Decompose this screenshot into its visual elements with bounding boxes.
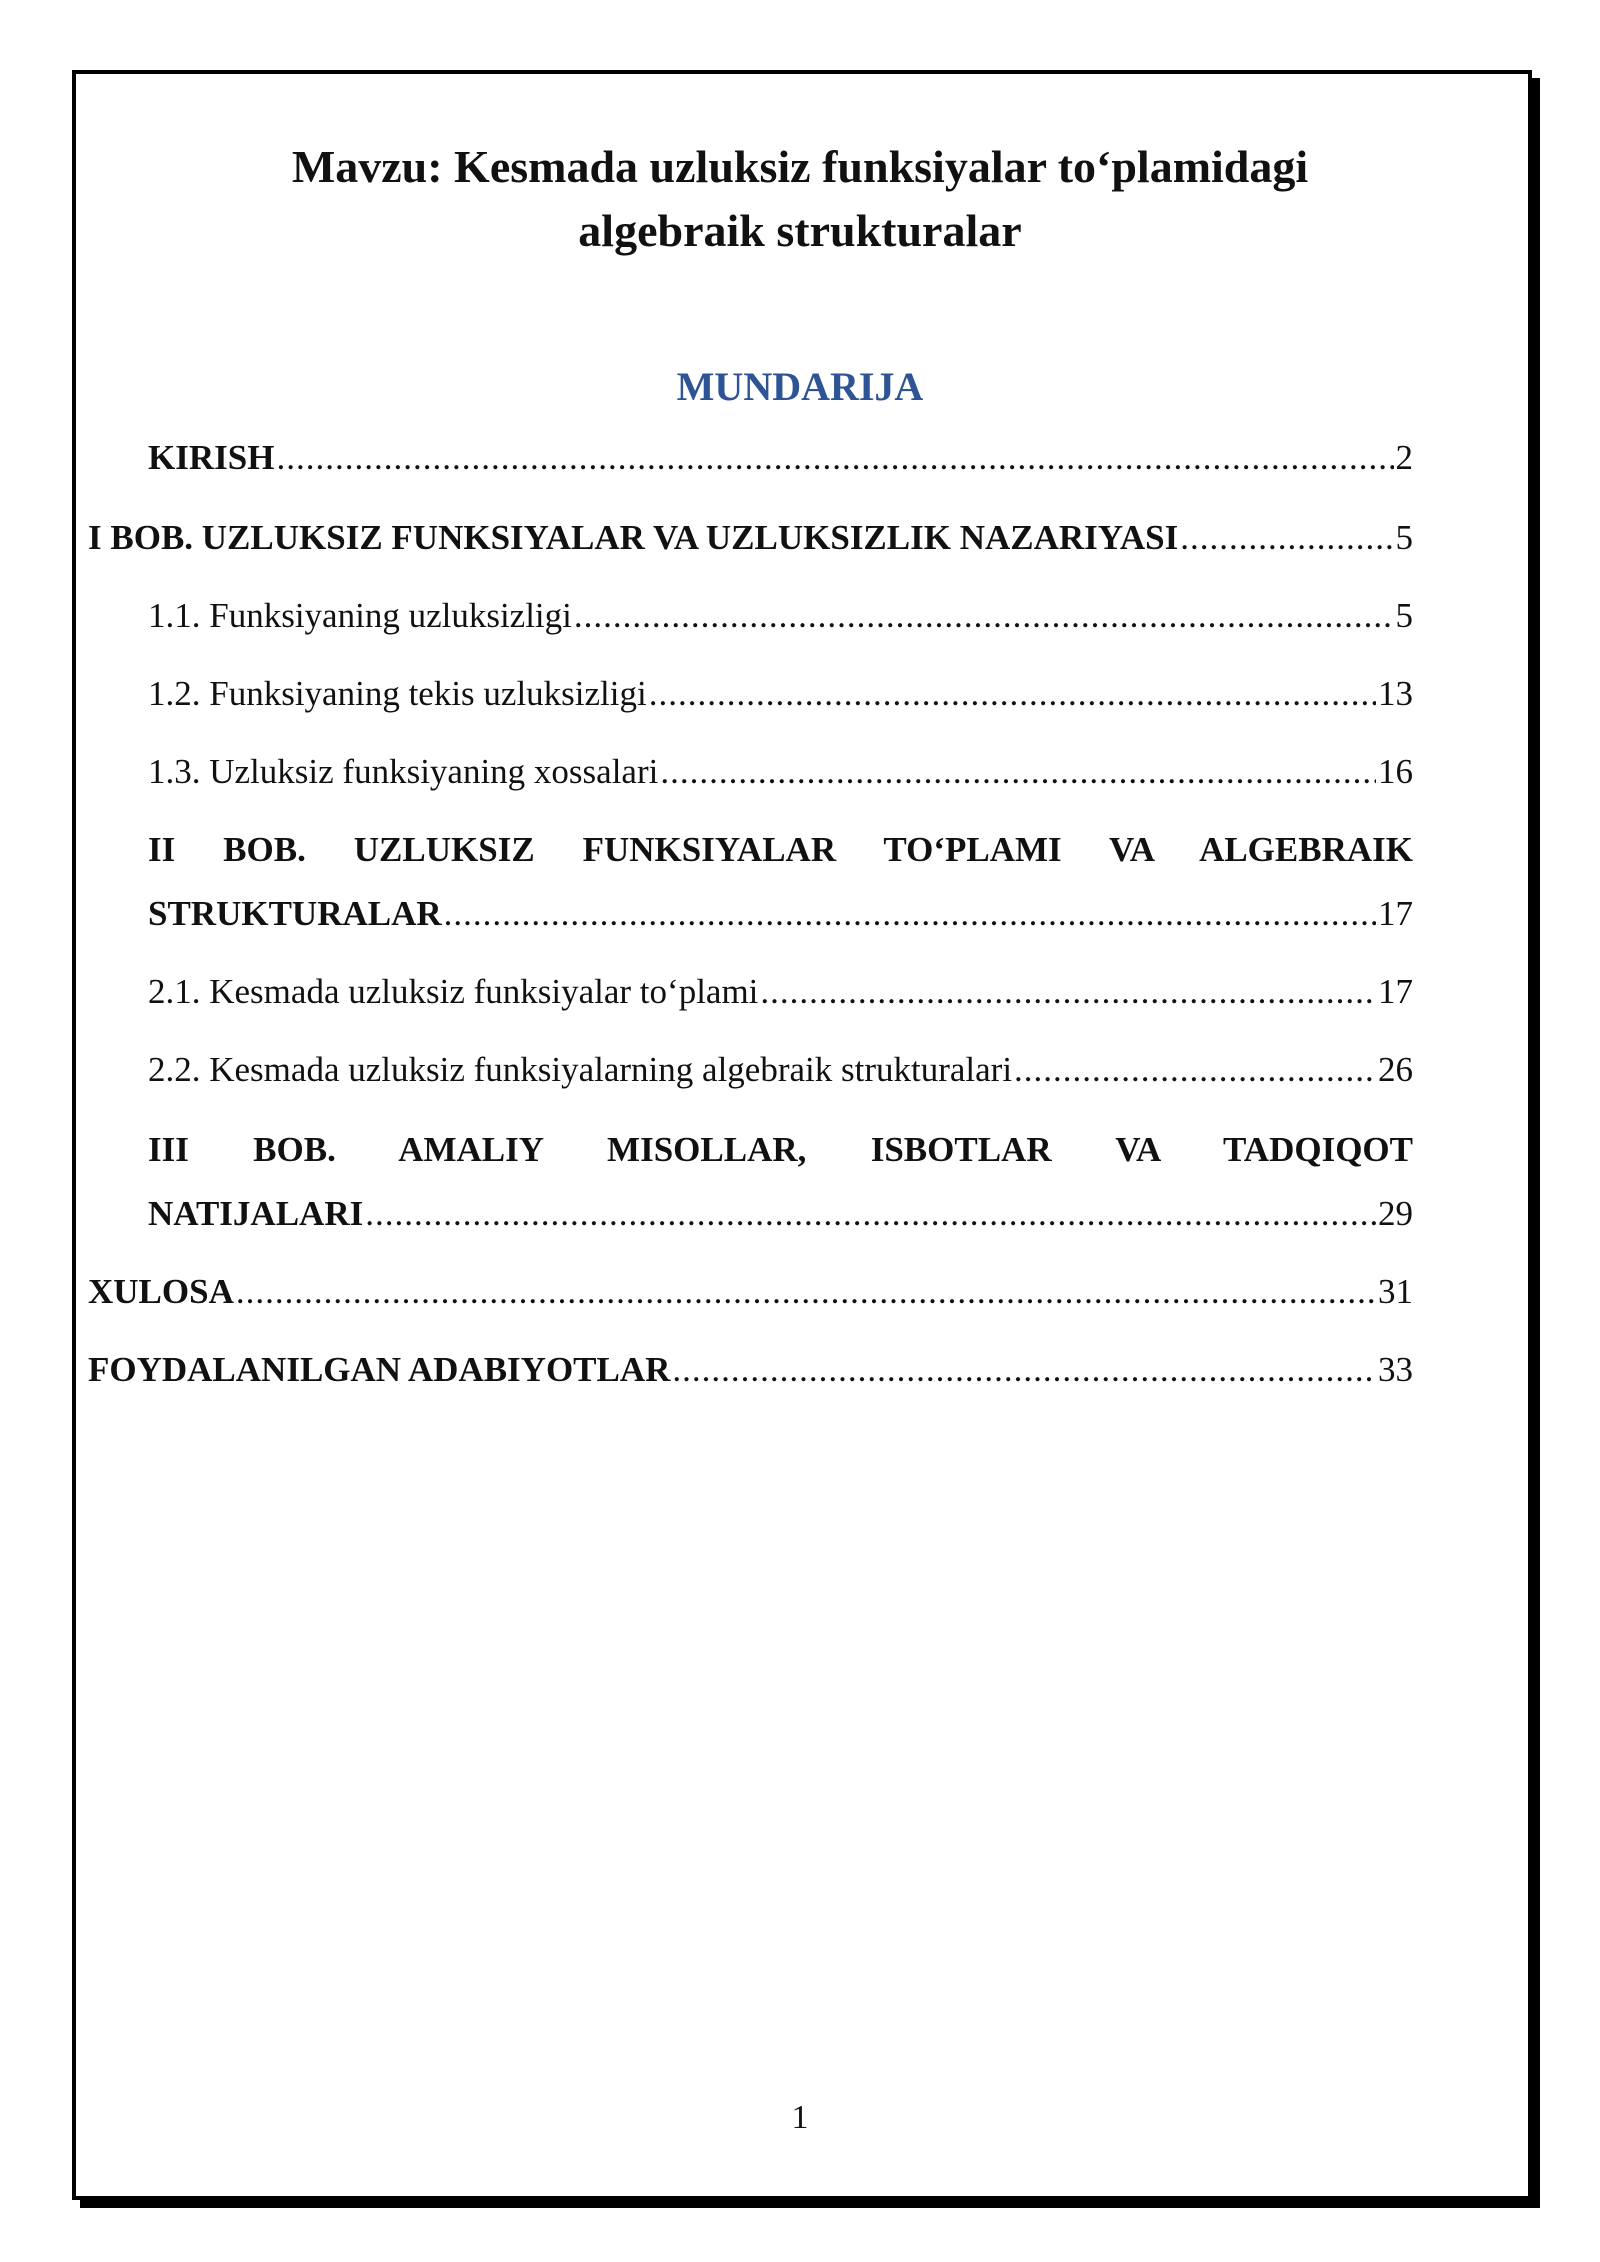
toc-leader-dots [236, 1270, 1376, 1314]
toc-entry-2-2[interactable] [118, 1048, 1413, 1092]
toc-entry-label: 2.2. Kesmada uzluksiz funksiyalarning algebraik strukturalari [148, 1050, 1013, 1089]
toc-entry-chapter-3[interactable] [118, 1192, 1413, 1236]
toc-entry-1-1[interactable] [118, 594, 1413, 638]
toc-leader-dots [365, 1192, 1376, 1236]
toc-heading: MUNDARIJA [676, 364, 924, 409]
toc-entry-page: 17 [1378, 894, 1413, 933]
toc-entry-page: 13 [1378, 674, 1413, 713]
toc-entry-page: 31 [1378, 1272, 1413, 1311]
toc-leader-dots [444, 892, 1376, 936]
toc-entry-chapter-2-line-1[interactable]: II BOB. UZLUKSIZ FUNKSIYALAR TO‘PLAMI VA ALGEBRAIK [148, 830, 1413, 869]
toc-leader-dots [649, 672, 1376, 716]
toc-entry-page: 29 [1378, 1194, 1413, 1233]
toc-entry-label: STRUKTURALAR [148, 894, 442, 933]
toc-leader-dots [760, 970, 1376, 1014]
toc-entry-1-2[interactable] [118, 672, 1413, 716]
toc-leader-dots [574, 594, 1394, 638]
toc-entry-2-1[interactable] [118, 970, 1413, 1014]
toc-entry-label: 2.1. Kesmada uzluksiz funksiyalar to‘plami [148, 972, 759, 1011]
table-of-contents [88, 0, 1413, 2262]
toc-entry-page: 5 [1395, 596, 1413, 635]
toc-leader-dots [1180, 516, 1393, 560]
document-title-line-1: Mavzu: Kesmada uzluksiz funksiyalar to‘plamidagi [291, 141, 1309, 192]
document-title-line-2: algebraik strukturalar [578, 205, 1022, 256]
toc-entry-label: FOYDALANILGAN ADABIYOTLAR [88, 1350, 671, 1389]
toc-entry-1-3[interactable] [118, 750, 1413, 794]
toc-entry-label: I BOB. UZLUKSIZ FUNKSIYALAR VA UZLUKSIZLIK NAZARIYASI [88, 518, 1179, 557]
toc-entry-page: 33 [1378, 1350, 1413, 1389]
toc-entry-label: XULOSA [88, 1272, 234, 1311]
toc-entry-page: 26 [1378, 1050, 1413, 1089]
toc-entry-page: 16 [1378, 752, 1413, 791]
toc-entry-page: 2 [1395, 438, 1413, 477]
toc-entry-page: 17 [1378, 972, 1413, 1011]
toc-entry-references[interactable] [88, 1348, 1413, 1392]
toc-entry-chapter-3-line-1[interactable]: III BOB. AMALIY MISOLLAR, ISBOTLAR VA TADQIQOT [148, 1130, 1413, 1169]
toc-entry-label: 1.2. Funksiyaning tekis uzluksizligi [148, 674, 647, 713]
toc-entry-label: 1.3. Uzluksiz funksiyaning xossalari [148, 752, 659, 791]
toc-leader-dots [660, 750, 1376, 794]
toc-entry-xulosa[interactable] [88, 1270, 1413, 1314]
toc-entry-label: 1.1. Funksiyaning uzluksizligi [148, 596, 572, 635]
toc-leader-dots [276, 436, 1393, 480]
toc-leader-dots [1014, 1048, 1376, 1092]
toc-entry-kirish[interactable] [118, 436, 1413, 480]
toc-entry-label: NATIJALARI [148, 1194, 364, 1233]
toc-entry-page: 5 [1395, 518, 1413, 557]
page-number: 1 [791, 2099, 809, 2136]
toc-entry-chapter-1[interactable] [88, 516, 1413, 560]
toc-entry-label: KIRISH [148, 438, 275, 477]
toc-leader-dots [672, 1348, 1376, 1392]
toc-entry-chapter-2[interactable] [118, 892, 1413, 936]
